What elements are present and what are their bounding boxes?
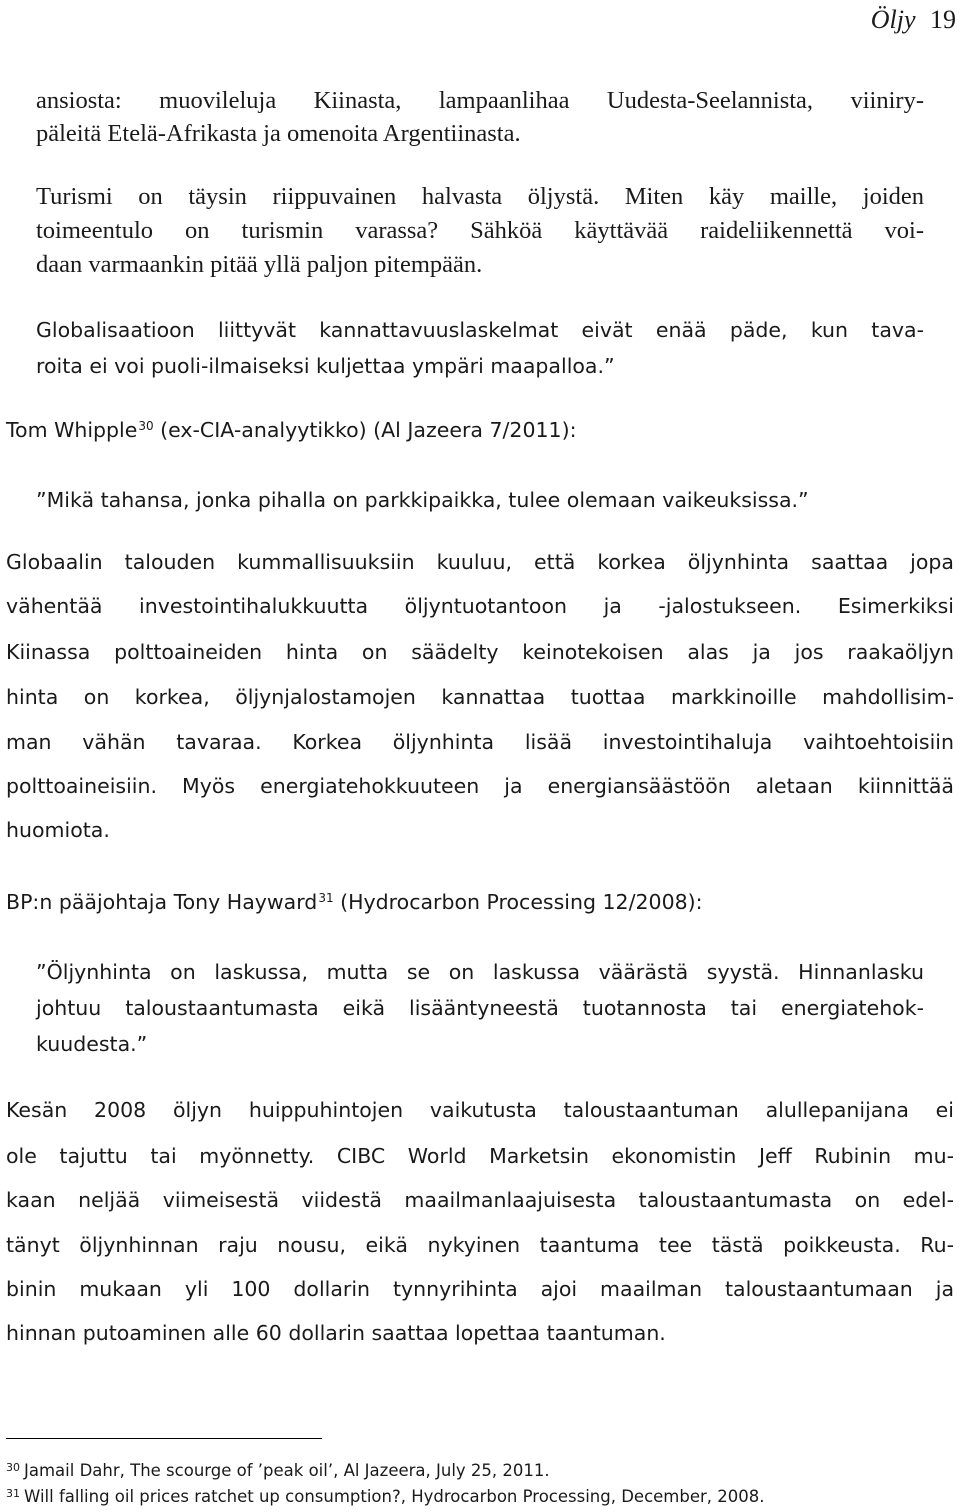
attribution-name: BP:n pääjohtaja Tony Hayward [6, 890, 318, 914]
footnote-text: Jamail Dahr, The scourge of ’peak oil’, Al Jazeera, July 25, 2011. [24, 1461, 550, 1480]
para1-line-5: man vähän tavaraa. Korkea öljynhinta lisää investointihaluja vaihtoehtoisiin [6, 730, 954, 754]
footnote-separator [6, 1438, 322, 1439]
para2-line-6: hinnan putoaminen alle 60 dollarin saattaa lopettaa taantuman. [6, 1321, 666, 1345]
footnote-30 [6, 1458, 550, 1484]
running-header [871, 0, 956, 40]
quote1-line-5: daan varmaankin pitää yllä paljon pitempään. [36, 251, 483, 278]
footnote-number: 31 [6, 1487, 20, 1500]
attribution-name: Tom Whipple [6, 418, 138, 442]
para2-line-2: ole tajuttu tai myönnetty. CIBC World Marketsin ekonomistin Jeff Rubinin mu- [6, 1144, 954, 1168]
quote1-line-4: toimeentulo on turismin varassa? Sähköä käyttävää raideliikennettä voi- [36, 217, 924, 244]
quote-hayward-line-1: ”Öljynhinta on laskussa, mutta se on laskussa väärästä syystä. Hinnanlasku [36, 960, 924, 984]
para1-line-1: Globaalin talouden kummallisuuksiin kuuluu, että korkea öljynhinta saattaa jopa [6, 550, 954, 574]
footnote-number: 30 [6, 1461, 20, 1474]
para2-line-4: tänyt öljynhinnan raju nousu, eikä nykyinen taantuma tee tästä poikkeusta. Ru- [6, 1233, 954, 1257]
footnote-ref-31: 31 [318, 891, 334, 905]
page-number: 19 [930, 5, 956, 34]
para1-line-2: vähentää investointihalukkuutta öljyntuotantoon ja -jalostukseen. Esimerkiksi [6, 594, 954, 618]
quote1-line-6: Globalisaatioon liittyvät kannattavuuslaskelmat eivät enää päde, kun tava- [36, 318, 924, 342]
para1-line-6: polttoaineisiin. Myös energiatehokkuuteen ja energiansäästöön aletaan kiinnittää [6, 774, 954, 798]
footnote-ref-30: 30 [138, 419, 154, 433]
footnote-31 [6, 1484, 765, 1510]
quote1-line-2: päleitä Etelä-Afrikasta ja omenoita Argentiinasta. [36, 120, 521, 147]
header-title: Öljy [870, 5, 916, 34]
attribution-source: (Hydrocarbon Processing 12/2008): [333, 890, 703, 914]
footnote-text: Will falling oil prices ratchet up consumption?, Hydrocarbon Processing, December, 2008. [24, 1487, 765, 1506]
quote1-line-3: Turismi on täysin riippuvainen halvasta öljystä. Miten käy maille, joiden [36, 183, 924, 210]
quote1-line-1: ansiosta: muovileluja Kiinasta, lampaanlihaa Uudesta-Seelannista, viiniry- [36, 87, 924, 114]
para2-line-1: Kesän 2008 öljyn huippuhintojen vaikutusta taloustaantuman alullepanijana ei [6, 1098, 954, 1122]
para1-line-4: hinta on korkea, öljynjalostamojen kannattaa tuottaa markkinoille mahdollisim- [6, 685, 954, 709]
attribution-source: (ex-CIA-analyytikko) (Al Jazeera 7/2011): [153, 418, 577, 442]
para2-line-3: kaan neljää viimeisestä viidestä maailmanlaajuisesta taloustaantumasta on edel- [6, 1188, 954, 1212]
para1-line-7: huomiota. [6, 818, 110, 842]
quote-whipple: ”Mikä tahansa, jonka pihalla on parkkipaikka, tulee olemaan vaikeuksissa.” [36, 488, 809, 512]
para1-line-3: Kiinassa polttoaineiden hinta on säädelty keinotekoisen alas ja jos raakaöljyn [6, 640, 954, 664]
attribution-hayward [6, 884, 703, 920]
quote-hayward-line-3: kuudesta.” [36, 1032, 148, 1056]
para2-line-5: binin mukaan yli 100 dollarin tynnyrihinta ajoi maailman taloustaantumaan ja [6, 1277, 954, 1301]
quote-hayward-line-2: johtuu taloustaantumasta eikä lisääntyneestä tuotannosta tai energiatehok- [36, 996, 924, 1020]
attribution-whipple [6, 412, 577, 448]
quote1-line-7: roita ei voi puoli-ilmaiseksi kuljettaa ympäri maapalloa.” [36, 354, 615, 378]
